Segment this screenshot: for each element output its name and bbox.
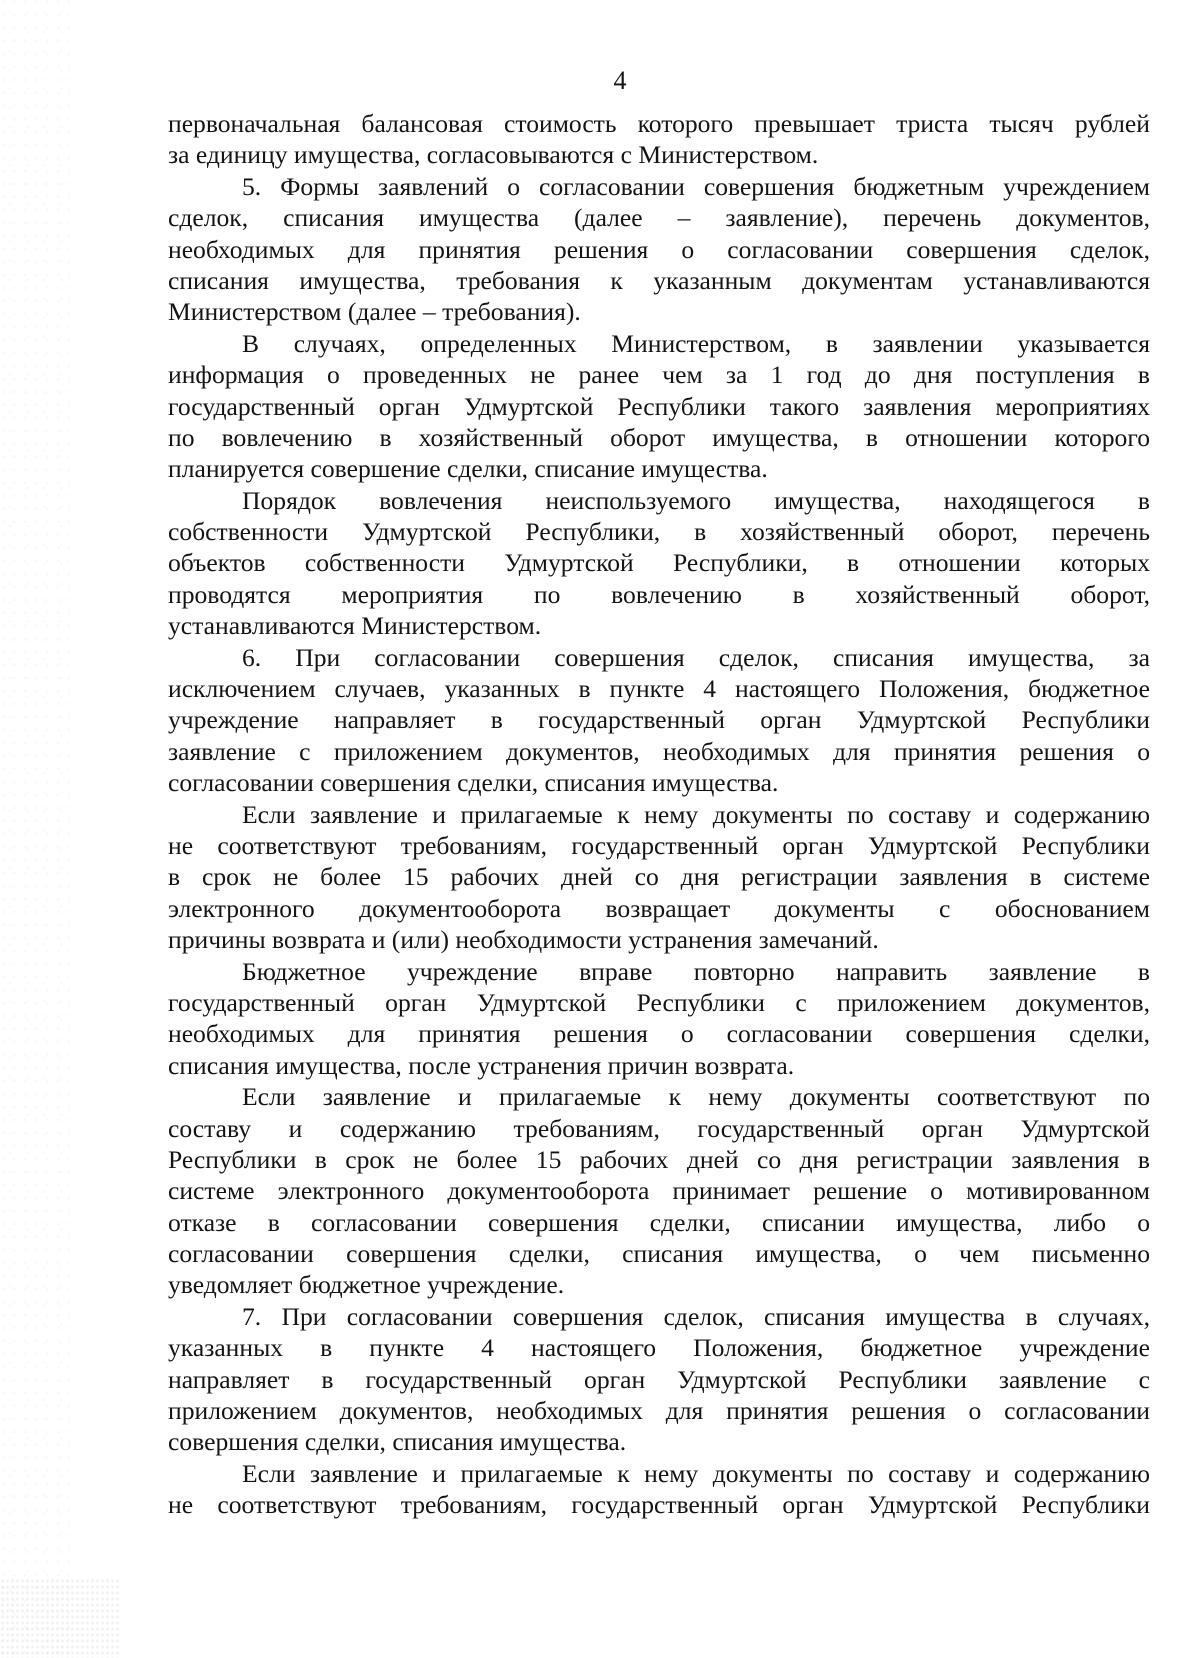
text-line: не соответствуют требованиям, государственный орган Удмуртской Республики bbox=[168, 1490, 1150, 1520]
text-line: согласовании совершения сделки, списания имущества, о чем письменно bbox=[168, 1239, 1150, 1269]
text-line: согласовании совершения сделки, списания имущества. bbox=[168, 768, 779, 798]
text-line: необходимых для принятия решения о согласовании совершения сделок, bbox=[168, 234, 1150, 264]
text-line: совершения сделки, списания имущества. bbox=[168, 1427, 627, 1457]
text-line: необходимых для принятия решения о согласовании совершения сделки, bbox=[168, 1019, 1150, 1049]
text-line: уведомляет бюджетное учреждение. bbox=[168, 1270, 565, 1300]
scan-noise-corner bbox=[0, 1578, 120, 1658]
text-line: информация о проведенных не ранее чем за 1 год до дня поступления в bbox=[168, 360, 1150, 390]
text-line: проводятся мероприятия по вовлечению в хозяйственный оборот, bbox=[168, 579, 1150, 609]
text-line: за единицу имущества, согласовываются с Министерством. bbox=[168, 140, 819, 170]
text-line: электронного документооборота возвращает документы с обоснованием bbox=[168, 893, 1150, 923]
text-line: причины возврата и (или) необходимости устранения замечаний. bbox=[168, 925, 879, 955]
text-line: Бюджетное учреждение вправе повторно направить заявление в bbox=[242, 956, 1150, 986]
text-line: планируется совершение сделки, списание имущества. bbox=[168, 454, 768, 484]
text-line: составу и содержанию требованиям, государственный орган Удмуртской bbox=[168, 1113, 1150, 1143]
text-line: указанных в пункте 4 настоящего Положения, бюджетное учреждение bbox=[168, 1333, 1150, 1363]
body-text bbox=[168, 108, 1150, 1521]
page-number: 4 bbox=[613, 66, 627, 95]
text-line: первоначальная балансовая стоимость которого превышает триста тысяч рублей bbox=[168, 109, 1150, 138]
text-line: Если заявление и прилагаемые к нему документы по составу и содержанию bbox=[242, 1458, 1150, 1488]
text-line: В случаях, определенных Министерством, в заявлении указывается bbox=[242, 328, 1150, 358]
text-line: Если заявление и прилагаемые к нему документы соответствуют по bbox=[242, 1082, 1150, 1112]
text-line: системе электронного документооборота принимает решение о мотивированном bbox=[168, 1176, 1150, 1206]
text-line: не соответствуют требованиям, государственный орган Удмуртской Республики bbox=[168, 830, 1150, 860]
text-line: исключением случаев, указанных в пункте 4 настоящего Положения, бюджетное bbox=[168, 674, 1150, 704]
text-line: списания имущества, после устранения причин возврата. bbox=[168, 1050, 795, 1080]
text-line: государственный орган Удмуртской Республики с приложением документов, bbox=[168, 987, 1150, 1017]
text-line: по вовлечению в хозяйственный оборот имущества, в отношении которого bbox=[168, 422, 1150, 452]
text-line: Если заявление и прилагаемые к нему документы по составу и содержанию bbox=[242, 799, 1150, 829]
text-line: отказе в согласовании совершения сделки, списании имущества, либо о bbox=[168, 1207, 1150, 1237]
text-line: учреждение направляет в государственный орган Удмуртской Республики bbox=[168, 705, 1150, 735]
text-line: объектов собственности Удмуртской Республики, в отношении которых bbox=[168, 548, 1150, 578]
text-line: направляет в государственный орган Удмуртской Республики заявление с bbox=[168, 1364, 1150, 1394]
text-line: устанавливаются Министерством. bbox=[168, 611, 542, 641]
text-line: списания имущества, требования к указанным документам устанавливаются bbox=[168, 265, 1150, 295]
text-line: государственный орган Удмуртской Республики такого заявления мероприятиях bbox=[168, 391, 1150, 421]
text-line: Министерством (далее – требования). bbox=[168, 297, 581, 327]
text-line: заявление с приложением документов, необходимых для принятия решения о bbox=[168, 736, 1150, 766]
text-line: Порядок вовлечения неиспользуемого имущества, находящегося в bbox=[242, 485, 1150, 515]
text-line: приложением документов, необходимых для принятия решения о согласовании bbox=[168, 1396, 1150, 1426]
text-line: 5. Формы заявлений о согласовании совершения бюджетным учреждением bbox=[242, 171, 1150, 201]
text-line: сделок, списания имущества (далее – заявление), перечень документов, bbox=[168, 203, 1150, 233]
text-line: 7. При согласовании совершения сделок, списания имущества в случаях, bbox=[242, 1301, 1150, 1331]
text-line: собственности Удмуртской Республики, в хозяйственный оборот, перечень bbox=[168, 517, 1150, 547]
text-line: 6. При согласовании совершения сделок, списания имущества, за bbox=[242, 642, 1150, 672]
text-line: в срок не более 15 рабочих дней со дня регистрации заявления в системе bbox=[168, 862, 1150, 892]
scan-noise-edge bbox=[0, 0, 70, 1658]
text-line: Республики в срок не более 15 рабочих дней со дня регистрации заявления в bbox=[168, 1144, 1150, 1174]
